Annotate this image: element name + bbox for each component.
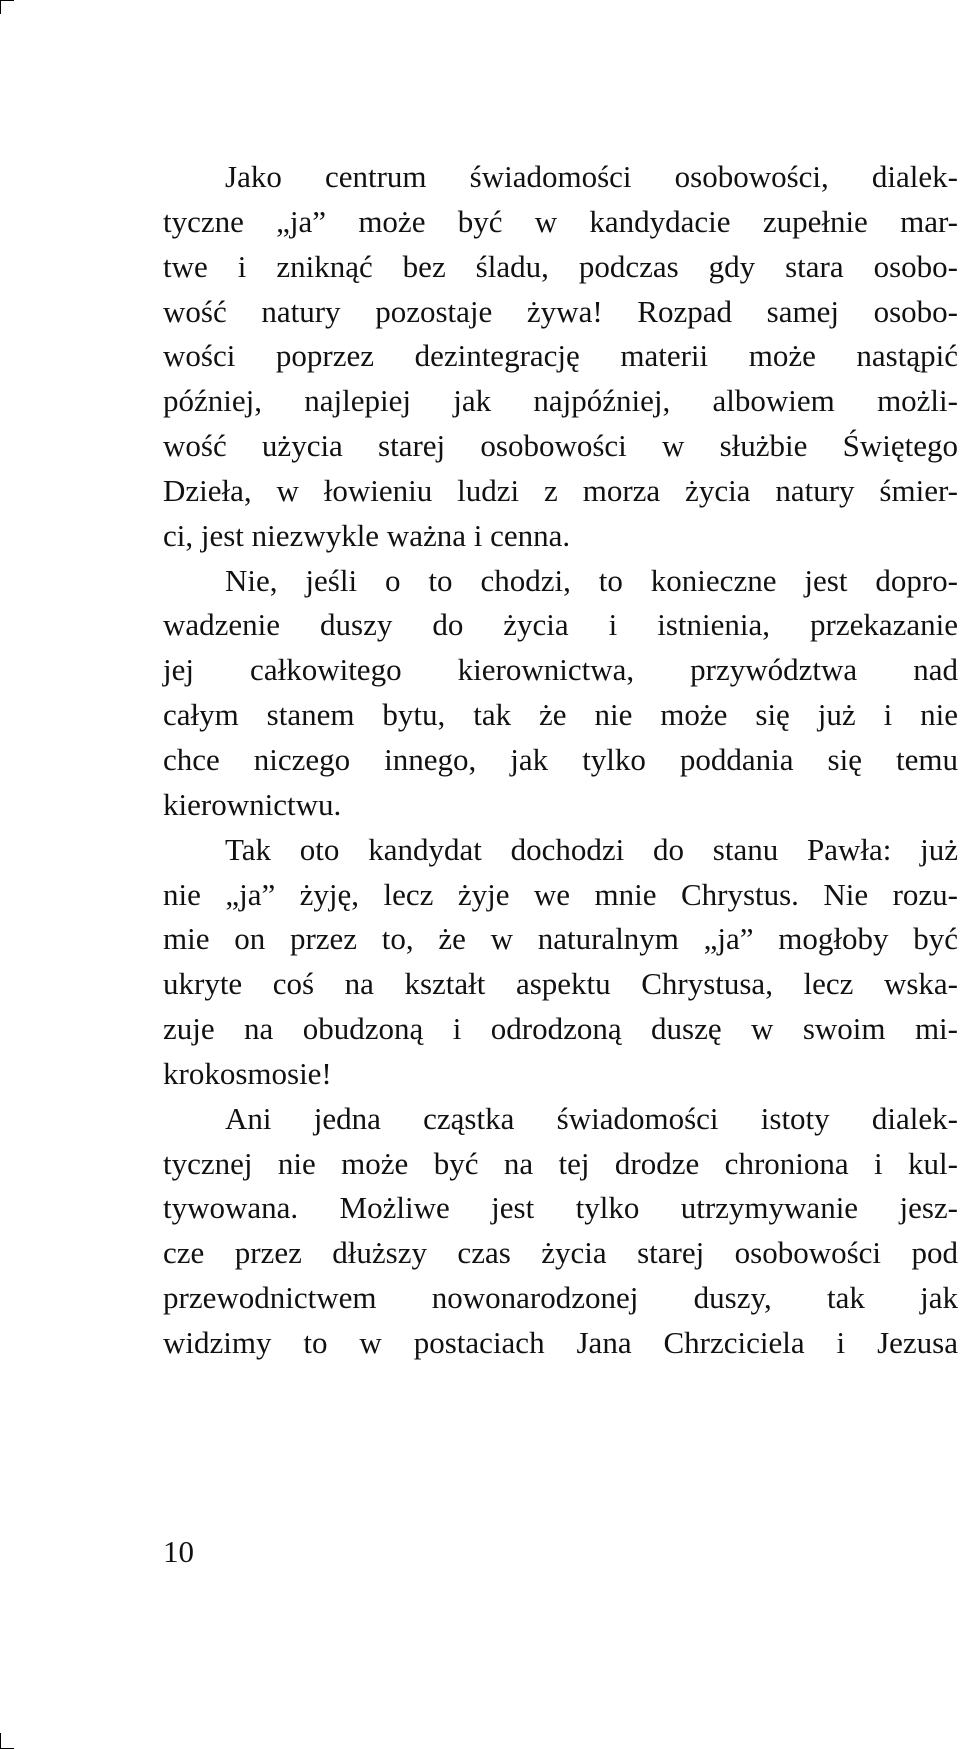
text-line: wość natury pozostaje żywa! Rozpad samej osobo- xyxy=(163,293,958,329)
text-line: kierownictwu. xyxy=(163,786,342,822)
text-line: twe i zniknąć bez śladu, podczas gdy stara osobo- xyxy=(163,248,958,284)
text-line: ukryte coś na kształt aspektu Chrystusa, lecz wska- xyxy=(163,966,958,1002)
text-line: zuje na obudzoną i odrodzoną duszę w swoim mi- xyxy=(163,1011,958,1047)
page-number: 10 xyxy=(163,1534,194,1569)
text-line: jej całkowitego kierownictwa, przywództwa nad xyxy=(163,652,958,688)
text-line: cze przez dłuższy czas życia starej osobowości pod xyxy=(163,1235,958,1271)
text-line: tywowana. Możliwe jest tylko utrzymywanie jesz- xyxy=(163,1190,958,1226)
text-line: mie on przez to, że w naturalnym „ja” mogłoby być xyxy=(163,921,958,957)
text-line: chce niczego innego, jak tylko poddania się temu xyxy=(163,741,958,777)
crop-mark-top-left-horizontal xyxy=(0,0,14,1)
text-line: krokosmosie! xyxy=(163,1055,332,1091)
text-line: wadzenie duszy do życia i istnienia, przekazanie xyxy=(163,607,958,643)
text-line: wość użycia starej osobowości w służbie Świętego xyxy=(163,428,958,464)
text-line: ci, jest niezwykle ważna i cenna. xyxy=(163,517,571,553)
text-line: całym stanem bytu, tak że nie może się już i nie xyxy=(163,697,958,733)
text-line: później, najlepiej jak najpóźniej, albowiem możli- xyxy=(163,383,958,419)
crop-mark-bottom-left-vertical xyxy=(0,1733,1,1749)
text-line: Jako centrum świadomości osobowości, dialek- xyxy=(225,159,958,194)
text-line: Ani jedna cząstka świadomości istoty dialek- xyxy=(225,1100,958,1136)
text-line: tyczne „ja” może być w kandydacie zupełnie mar- xyxy=(163,203,958,239)
text-line: nie „ja” żyję, lecz żyje we mnie Chrystus. Nie rozu- xyxy=(163,876,958,912)
text-line: przewodnictwem nowonarodzonej duszy, tak jak xyxy=(163,1280,958,1316)
text-line: wości poprzez dezintegrację materii może nastąpić xyxy=(163,338,958,374)
text-line: Dzieła, w łowieniu ludzi z morza życia natury śmier- xyxy=(163,472,958,508)
body-text xyxy=(163,155,958,1366)
crop-mark-top-left-vertical xyxy=(0,0,1,14)
text-line: tycznej nie może być na tej drodze chroniona i kul- xyxy=(163,1145,958,1181)
text-line: widzimy to w postaciach Jana Chrzciciela i Jezusa xyxy=(163,1324,958,1360)
text-line: Tak oto kandydat dochodzi do stanu Pawła: już xyxy=(225,831,958,867)
text-line: Nie, jeśli o to chodzi, to konieczne jest dopro- xyxy=(225,562,958,598)
